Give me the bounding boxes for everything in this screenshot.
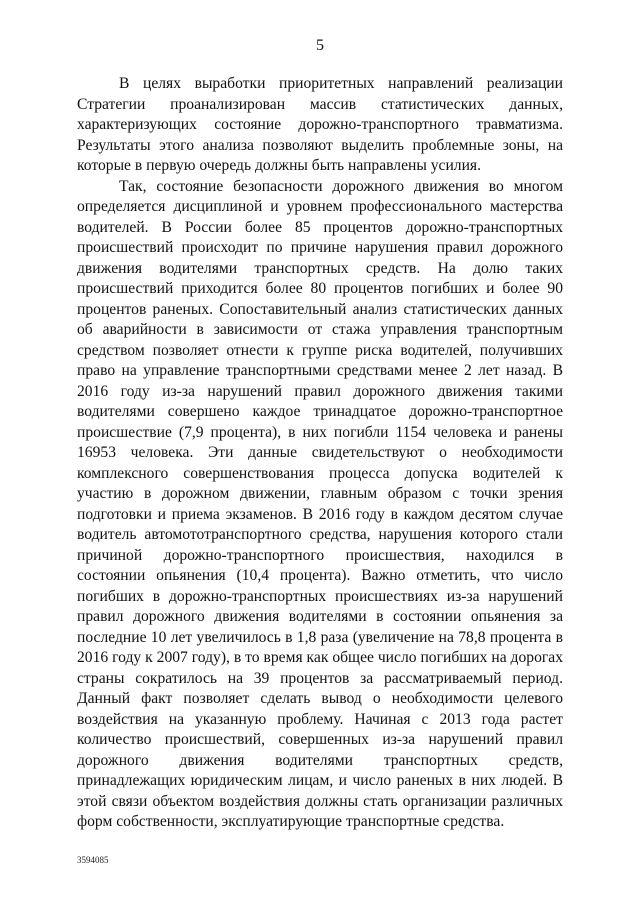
paragraph-driver-safety: Так, состояние безопасности дорожного движения во многом определяется дисциплиной и уровнем профессионального мастерства водителей. В России более 85 процентов дорожно-транспортных происшествий происходит по причине нарушения правил дорожного движения водителями транспортных средств. На долю таких происшествий приходится более 80 процентов погибших и более 90 процентов раненых. Сопоставительный анализ статистических данных об аварийности в зависимости от стажа управления транспортным средством позволяет отнести к группе риска водителей, получивших право на управление транспортными средствами менее 2 лет назад. В 2016 году из-за нарушений правил дорожного движения такими водителями совершено каждое тринадцатое дорожно-транспортное происшествие (7,9 процента), в них погибли 1154 человека и ранены 16953 человека. Эти данные свидетельствуют о необходимости комплексного совершенствования процесса допуска водителей к участию в дорожном движении, главным образом с точки зрения подготовки и приема экзаменов. В 2016 году в каждом десятом случае водитель автомототранспортного средства, нарушения которого стали причиной дорожно-транспортного происшествия, находился в состоянии опьянения (10,4 процента). Важно отметить, что число погибших в дорожно-транспортных происшествиях из-за нарушений правил дорожного движения водителями в состоянии опьянения за последние 10 лет увеличилось в 1,8 раза (увеличение на 78,8 процента в 2016 году к 2007 году), в то время как общее число погибших на дорогах страны сократилось на 39 процентов за рассматриваемый период. Данный факт позволяет сделать вывод о необходимости целевого воздействия на указанную проблему. Начиная с 2013 года растет количество происшествий, совершенных из-за нарушений правил дорожного движения водителями транспортных средств, принадлежащих юридическим лицам, и число раненых в них людей. В этой связи объектом воздействия должны стать организации различных форм собственности, эксплуатирующие транспортные средства. bbox=[77, 177, 563, 830]
document-code: 3594085 bbox=[77, 855, 109, 865]
document-body bbox=[77, 74, 563, 833]
page-number: 5 bbox=[316, 37, 324, 54]
paragraph-strategy-analysis: В целях выработки приоритетных направлений реализации Стратегии проанализирован массив статистических данных, характеризующих состояние дорожно-транспортного травматизма. Результаты этого анализа позволяют выделить проблемные зоны, на которые в первую очередь должны быть направлены усилия. bbox=[77, 75, 563, 174]
